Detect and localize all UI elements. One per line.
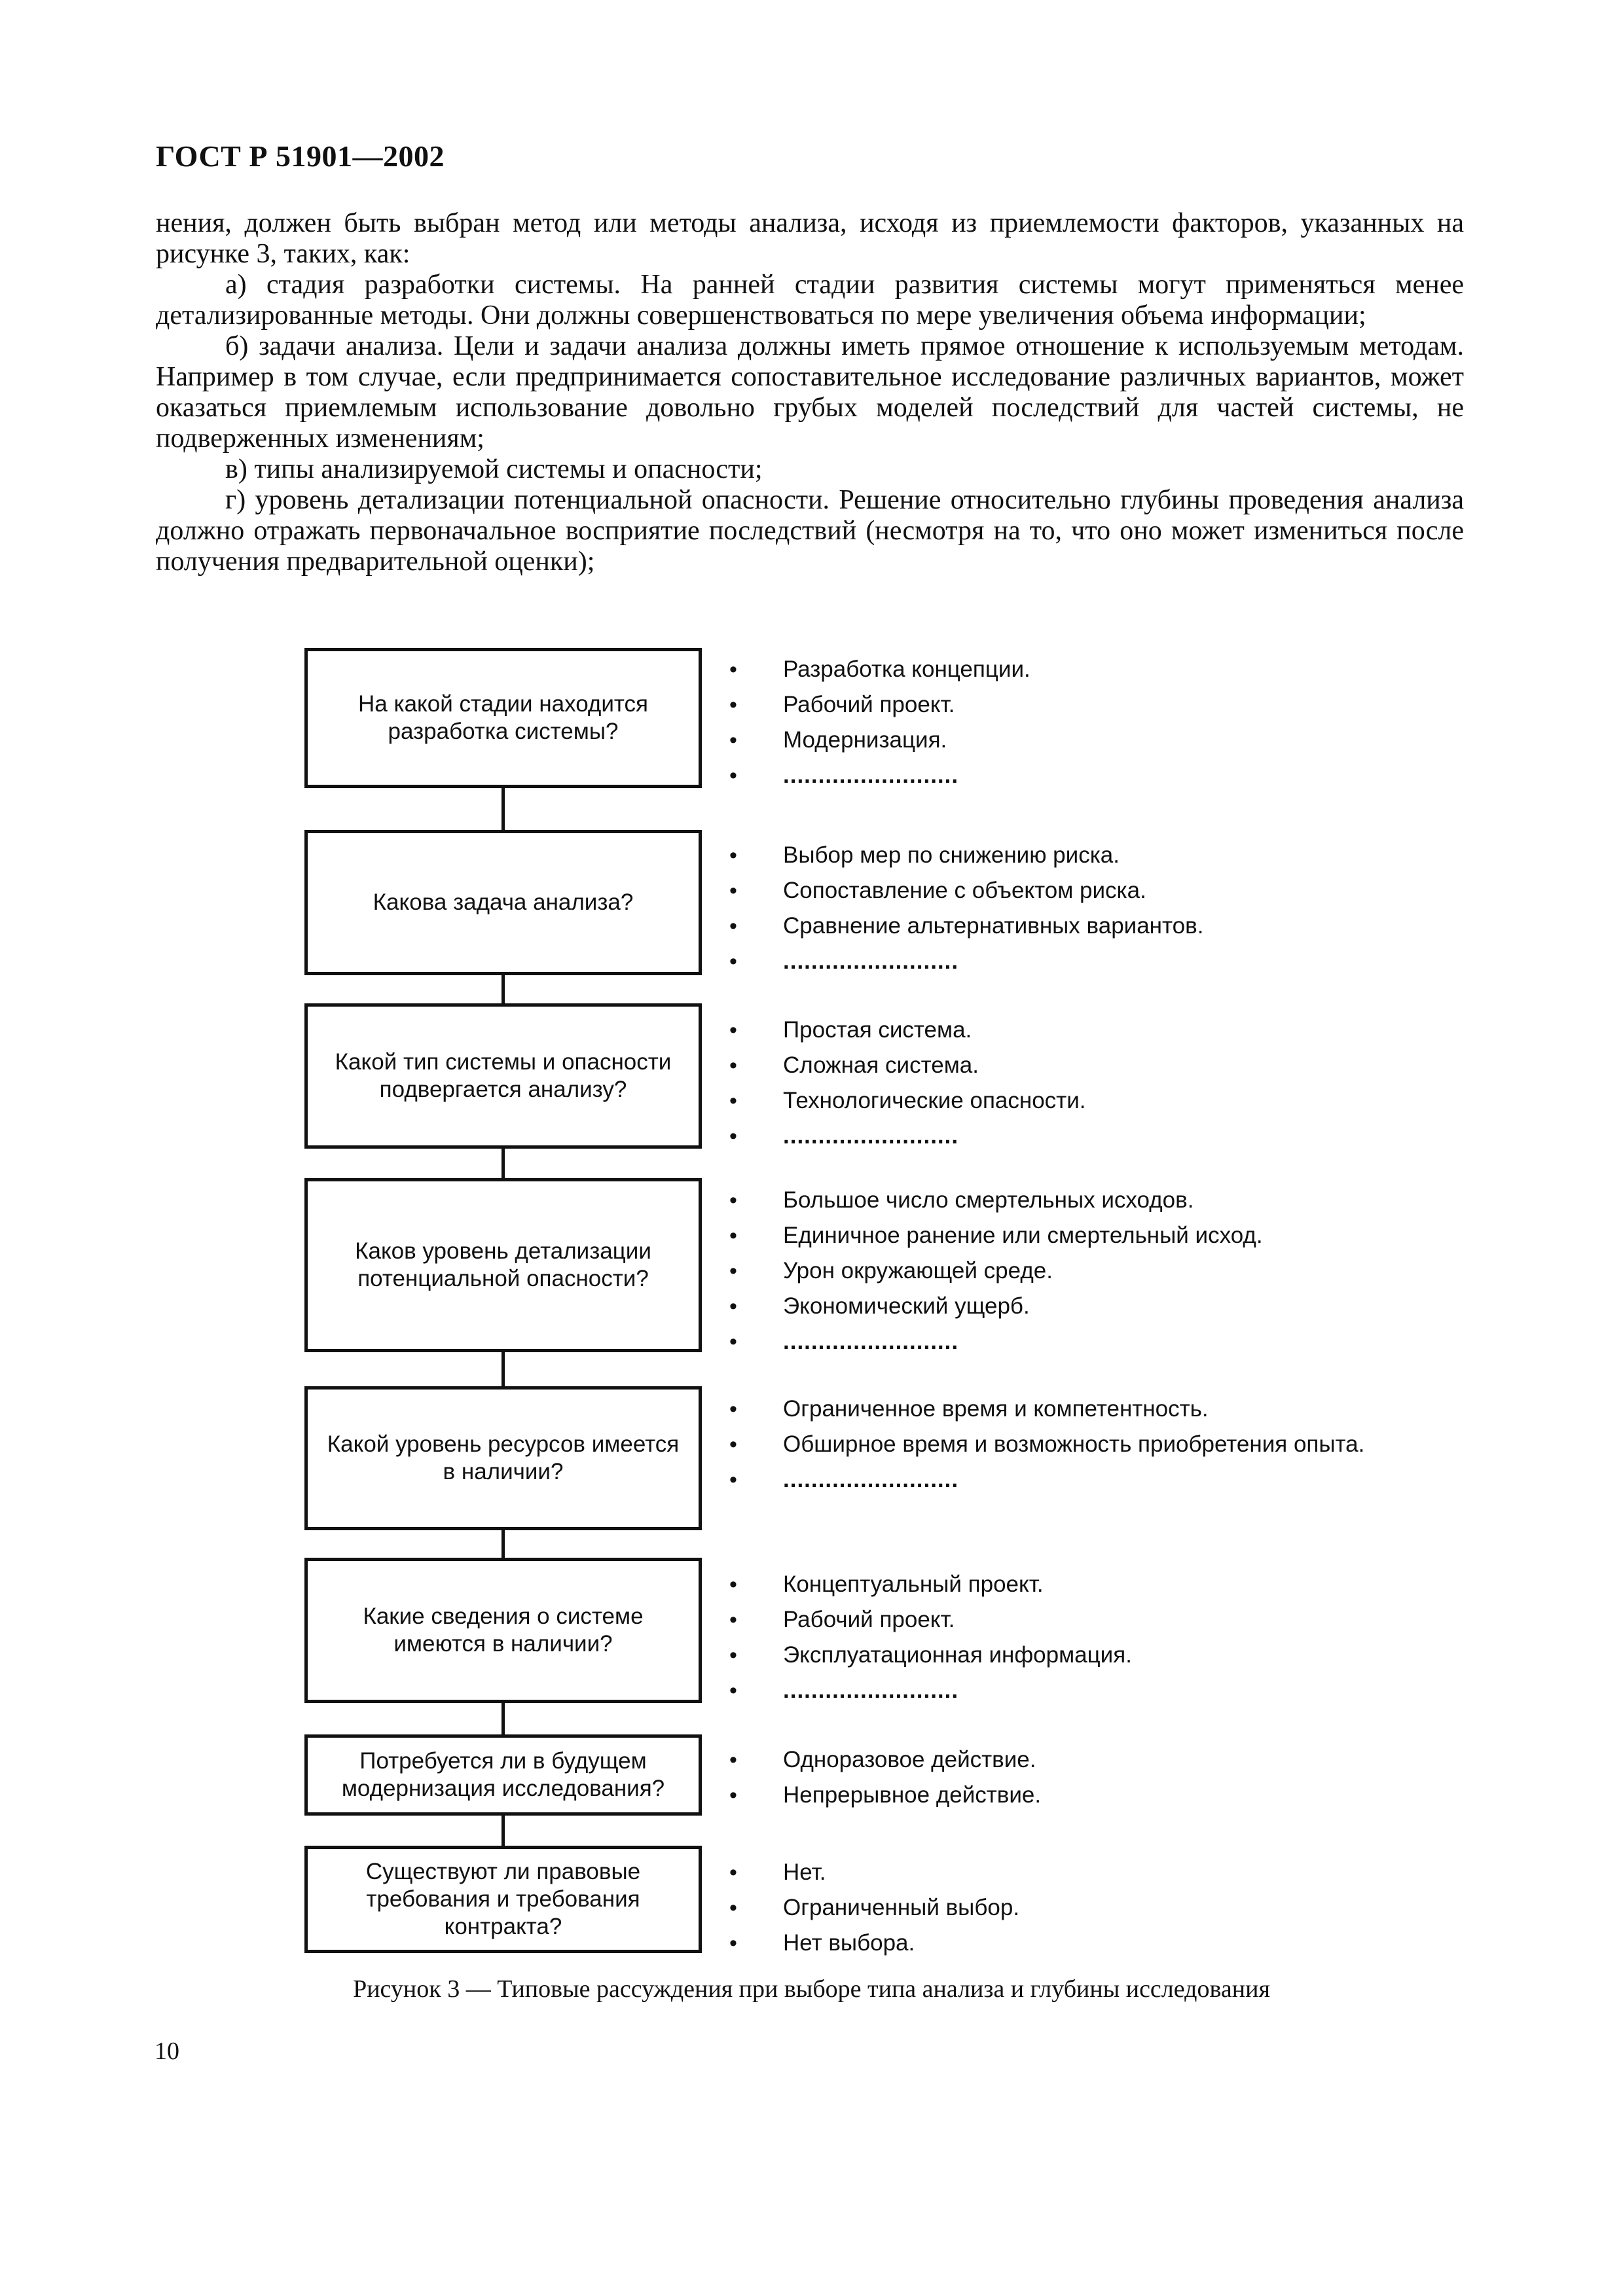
option-item	[720, 1567, 1375, 1602]
options-list	[720, 1567, 1375, 1708]
option-item	[720, 1289, 1375, 1324]
option-item	[720, 1218, 1375, 1253]
option-item	[720, 944, 1375, 979]
option-item	[720, 1013, 1375, 1048]
option-text: .........................	[783, 1677, 959, 1703]
question-box: На какой стадии находится разработка системы?	[304, 648, 702, 788]
option-item	[720, 1890, 1375, 1926]
connector-line	[501, 1816, 505, 1846]
option-text: .........................	[783, 948, 959, 974]
option-item	[720, 1778, 1375, 1813]
option-text: .........................	[783, 762, 959, 788]
option-text: Сравнение альтернативных вариантов.	[783, 913, 1204, 939]
option-text: Обширное время и возможность приобретения опыта.	[783, 1431, 1365, 1457]
connector-line	[501, 1149, 505, 1178]
option-item	[720, 1855, 1375, 1890]
paragraph-b: б) задачи анализа. Цели и задачи анализа должны иметь прямое отношение к используемым методам. Например в том случае, если предпринимается сопоставительное исследование различных вариантов, может оказаться приемлемым использование довольно грубых моделей последствий для частей системы, не подверженных изменениям;	[156, 331, 1464, 454]
connector-line	[501, 975, 505, 1003]
option-item	[720, 1742, 1375, 1778]
connector-line	[501, 1530, 505, 1558]
question-box: Какова задача анализа?	[304, 830, 702, 975]
option-text: Ограниченный выбор.	[783, 1895, 1020, 1920]
option-text: Рабочий проект.	[783, 692, 955, 717]
connector-line	[501, 788, 505, 830]
option-item	[720, 1427, 1375, 1462]
document-header: ГОСТ Р 51901—2002	[156, 139, 445, 173]
body-text	[156, 208, 1464, 577]
option-text: Нет.	[783, 1859, 826, 1885]
option-item	[720, 758, 1375, 793]
option-text: Большое число смертельных исходов.	[783, 1187, 1194, 1213]
option-item	[720, 1391, 1375, 1427]
options-list	[720, 652, 1375, 793]
option-item	[720, 723, 1375, 758]
option-item	[720, 1462, 1375, 1498]
option-item	[720, 652, 1375, 687]
option-item	[720, 908, 1375, 944]
option-text: Нет выбора.	[783, 1930, 915, 1956]
option-item	[720, 1253, 1375, 1289]
option-text: Непрерывное действие.	[783, 1782, 1042, 1808]
option-text: Разработка концепции.	[783, 656, 1030, 682]
option-text: Технологические опасности.	[783, 1088, 1086, 1113]
option-text: Экономический ущерб.	[783, 1293, 1030, 1319]
question-box: Существуют ли правовые требования и требования контракта?	[304, 1846, 702, 1953]
option-text: Единичное ранение или смертельный исход.	[783, 1223, 1263, 1248]
option-text: .........................	[783, 1123, 959, 1149]
question-box: Какой тип системы и опасности подвергается анализу?	[304, 1003, 702, 1149]
option-item	[720, 1183, 1375, 1218]
options-list	[720, 838, 1375, 979]
question-box: Потребуется ли в будущем модернизация исследования?	[304, 1734, 702, 1816]
question-box: Какие сведения о системе имеются в наличии?	[304, 1558, 702, 1703]
option-text: Концептуальный проект.	[783, 1571, 1044, 1597]
option-item	[720, 1048, 1375, 1083]
option-text: Одноразовое действие.	[783, 1747, 1036, 1772]
option-text: Рабочий проект.	[783, 1607, 955, 1632]
options-list	[720, 1013, 1375, 1154]
option-text: Выбор мер по снижению риска.	[783, 842, 1120, 868]
paragraph-intro: нения, должен быть выбран метод или методы анализа, исходя из приемлемости факторов, указанных на рисунке 3, таких, как:	[156, 208, 1464, 269]
option-text: Сопоставление с объектом риска.	[783, 878, 1146, 903]
option-item	[720, 1673, 1375, 1708]
paragraph-d: г) уровень детализации потенциальной опасности. Решение относительно глубины проведения анализа должно отражать первоначальное восприятие последствий (несмотря на то, что оно может измениться после получения предварительной оценки);	[156, 485, 1464, 577]
options-list	[720, 1855, 1375, 1961]
option-item	[720, 1119, 1375, 1154]
option-text: Простая система.	[783, 1017, 972, 1043]
connector-line	[501, 1352, 505, 1386]
paragraph-c: в) типы анализируемой системы и опасности;	[225, 454, 763, 484]
option-text: .........................	[783, 1329, 959, 1354]
question-box: Каков уровень детализации потенциальной опасности?	[304, 1178, 702, 1352]
option-item	[720, 1083, 1375, 1119]
options-list	[720, 1742, 1375, 1813]
option-item	[720, 1638, 1375, 1673]
option-item	[720, 1602, 1375, 1638]
figure-caption: Рисунок 3 — Типовые рассуждения при выборе типа анализа и глубины исследования	[353, 1975, 1270, 2003]
option-text: Модернизация.	[783, 727, 947, 753]
option-text: Сложная система.	[783, 1052, 979, 1078]
connector-line	[501, 1703, 505, 1734]
option-text: .........................	[783, 1467, 959, 1492]
option-text: Ограниченное время и компетентность.	[783, 1396, 1209, 1422]
options-list	[720, 1183, 1375, 1359]
options-list	[720, 1391, 1375, 1498]
paragraph-a: а) стадия разработки системы. На ранней стадии развития системы могут применяться менее детализированные методы. Они должны совершенствоваться по мере увеличения объема информации;	[156, 270, 1464, 331]
option-text: Эксплуатационная информация.	[783, 1642, 1132, 1668]
question-box: Какой уровень ресурсов имеется в наличии?	[304, 1386, 702, 1530]
option-item	[720, 1926, 1375, 1961]
option-text: Урон окружающей среде.	[783, 1258, 1053, 1283]
option-item	[720, 873, 1375, 908]
page-number: 10	[155, 2037, 179, 2065]
option-item	[720, 1324, 1375, 1359]
option-item	[720, 687, 1375, 723]
option-item	[720, 838, 1375, 873]
